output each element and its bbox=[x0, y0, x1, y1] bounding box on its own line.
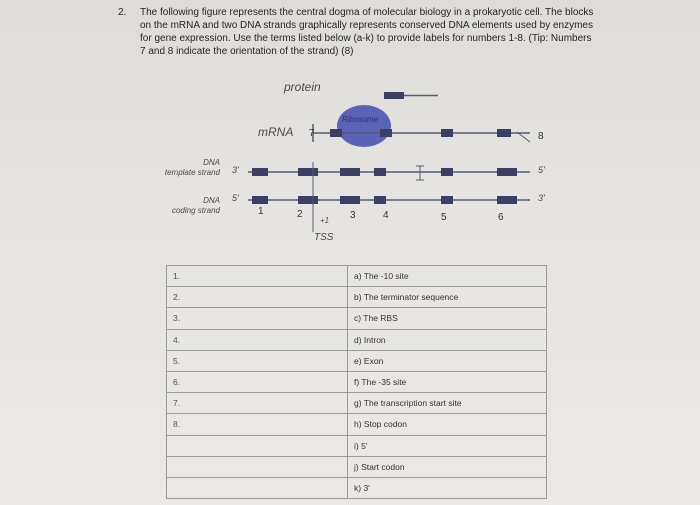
answer-term-cell: f) The -35 site bbox=[348, 371, 547, 392]
figure-number-5: 5 bbox=[441, 212, 447, 223]
dna-coding-label bbox=[140, 196, 220, 216]
answer-term-cell: e) Exon bbox=[348, 350, 547, 371]
answer-term-cell: i) 5' bbox=[348, 435, 547, 456]
table-row bbox=[167, 414, 547, 435]
answer-term-cell: j) Start codon bbox=[348, 456, 547, 477]
tss-label: TSS bbox=[314, 232, 334, 243]
answer-number-cell[interactable]: 4. bbox=[167, 329, 348, 350]
mrna-block bbox=[497, 129, 511, 137]
ribosome-label: Ribosome bbox=[342, 115, 379, 124]
coding-block bbox=[298, 196, 318, 204]
answer-number-cell[interactable] bbox=[167, 477, 348, 498]
coding-block bbox=[252, 196, 268, 204]
figure-number-3: 3 bbox=[350, 210, 356, 221]
table-row bbox=[167, 287, 547, 308]
protein-label: protein bbox=[284, 80, 321, 94]
table-row bbox=[167, 350, 547, 371]
mrna-block bbox=[441, 129, 453, 137]
answer-number-cell[interactable] bbox=[167, 435, 348, 456]
coding-block bbox=[497, 196, 517, 204]
figure-number-2: 2 bbox=[297, 209, 303, 220]
table-row bbox=[167, 393, 547, 414]
coding-block bbox=[374, 196, 386, 204]
table-row bbox=[167, 308, 547, 329]
coding-block bbox=[340, 196, 360, 204]
template-left-end: 3' bbox=[232, 165, 239, 175]
dna-coding-label-line2: coding strand bbox=[171, 206, 220, 215]
template-block bbox=[298, 168, 318, 176]
ribosome bbox=[337, 105, 391, 147]
table-row bbox=[167, 435, 547, 456]
answer-term-cell: d) Intron bbox=[348, 329, 547, 350]
answer-number-cell[interactable]: 3. bbox=[167, 308, 348, 329]
template-block bbox=[340, 168, 360, 176]
table-row bbox=[167, 456, 547, 477]
figure-number-7: 7 bbox=[309, 128, 315, 139]
answer-term-cell: k) 3' bbox=[348, 477, 547, 498]
answer-number-cell[interactable]: 6. bbox=[167, 371, 348, 392]
table-row bbox=[167, 477, 547, 498]
answer-number-cell[interactable]: 2. bbox=[167, 287, 348, 308]
answer-table-body bbox=[167, 266, 547, 499]
answer-number-cell[interactable]: 5. bbox=[167, 350, 348, 371]
table-row bbox=[167, 329, 547, 350]
answer-term-cell: c) The RBS bbox=[348, 308, 547, 329]
figure-number-6: 6 bbox=[498, 212, 504, 223]
figure-number-4: 4 bbox=[383, 210, 389, 221]
template-block bbox=[497, 168, 517, 176]
protein-block bbox=[384, 92, 404, 99]
answer-number-cell[interactable]: 7. bbox=[167, 393, 348, 414]
dna-template-label-line2: template strand bbox=[164, 168, 220, 177]
coding-right-end: 3' bbox=[538, 193, 545, 203]
dna-template-label bbox=[140, 158, 220, 178]
mrna-block bbox=[380, 129, 392, 137]
dna-coding-label-line1: DNA bbox=[203, 196, 220, 205]
question-number: 2. bbox=[118, 7, 127, 18]
answer-number-cell[interactable]: 1. bbox=[167, 266, 348, 287]
coding-left-end: 5' bbox=[232, 193, 239, 203]
figure-number-8: 8 bbox=[538, 131, 544, 142]
answer-term-cell: g) The transcription start site bbox=[348, 393, 547, 414]
answer-term-cell: h) Stop codon bbox=[348, 414, 547, 435]
answer-table bbox=[166, 265, 547, 499]
figure-number-1: 1 bbox=[258, 206, 264, 217]
answer-number-cell[interactable]: 8. bbox=[167, 414, 348, 435]
table-row bbox=[167, 266, 547, 287]
template-block bbox=[252, 168, 268, 176]
answer-number-cell[interactable] bbox=[167, 456, 348, 477]
template-block bbox=[441, 168, 453, 176]
dna-template-label-line1: DNA bbox=[203, 158, 220, 167]
answer-term-cell: a) The -10 site bbox=[348, 266, 547, 287]
coding-block bbox=[441, 196, 453, 204]
question-text: The following figure represents the central dogma of molecular biology in a prokaryotic cell. The blocks on the mRNA and two DNA strands graphically represents conserved DNA elements used by enzymes for gene expression. Use the terms listed below (a-k) to provide labels for numbers 1-8. (Tip: Numbers 7 and 8 indicate the orientation of the strand) (8) bbox=[140, 7, 594, 57]
mrna-label: mRNA bbox=[258, 125, 294, 139]
template-right-end: 5' bbox=[538, 165, 545, 175]
table-row bbox=[167, 371, 547, 392]
plus-one-label: +1 bbox=[320, 216, 330, 225]
template-block bbox=[374, 168, 386, 176]
answer-term-cell: b) The terminator sequence bbox=[348, 287, 547, 308]
mrna-block bbox=[330, 129, 342, 137]
